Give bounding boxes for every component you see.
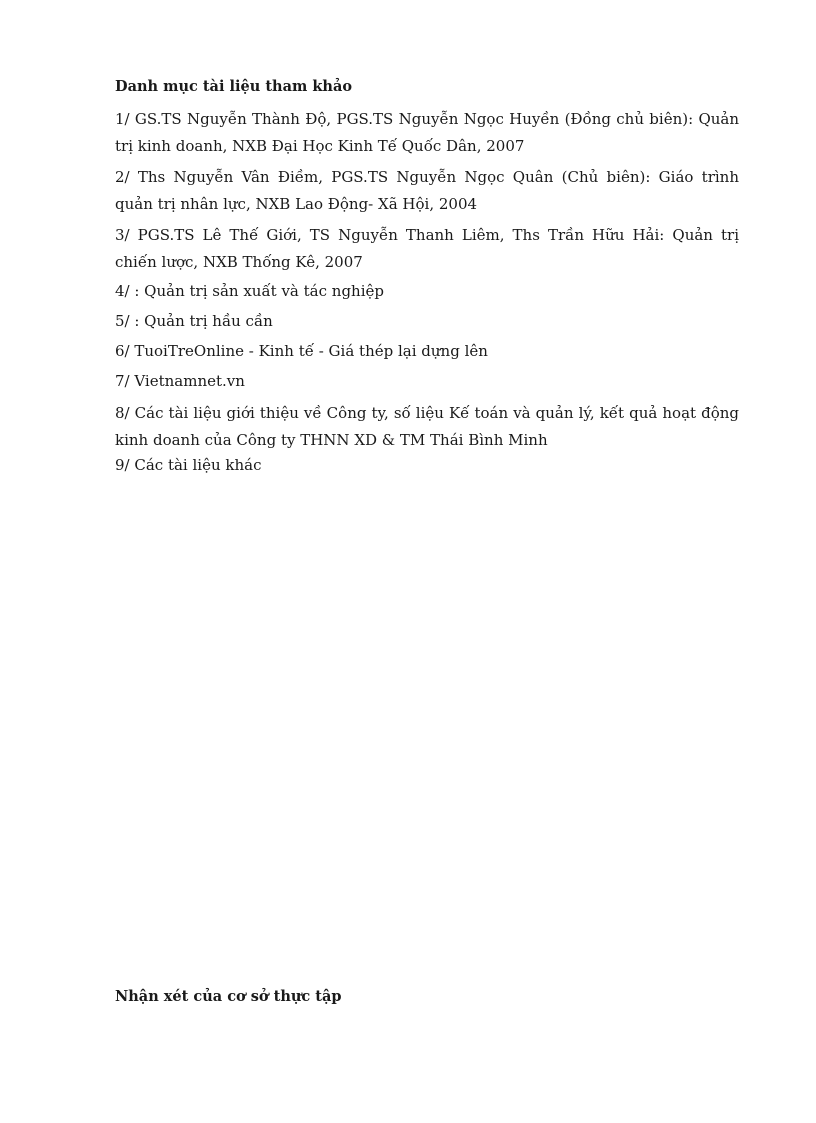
- references-heading: Danh mục tài liệu tham khảo: [115, 78, 353, 95]
- references-section: [115, 76, 739, 484]
- reference-item-1: 1/ GS.TS Nguyễn Thành Độ, PGS.TS Nguyễn Ngọc Huyền (Đồng chủ biên): Quản trị kinh doanh, NXB Đại Học Kinh Tế Quốc Dân, 2007: [115, 110, 739, 155]
- reference-item-7: 7/ Vietnamnet.vn: [115, 372, 245, 390]
- reference-item-4: 4/ : Quản trị sản xuất và tác nghiệp: [115, 282, 384, 300]
- internship-evaluation-heading: Nhận xét của cơ sở thực tập: [115, 988, 342, 1005]
- reference-item-3: 3/ PGS.TS Lê Thế Giới, TS Nguyễn Thanh Liêm, Ths Trần Hữu Hải: Quản trị chiến lược, NXB Thống Kê, 2007: [115, 226, 739, 271]
- reference-item-2: 2/ Ths Nguyễn Vân Điềm, PGS.TS Nguyễn Ngọc Quân (Chủ biên): Giáo trình quản trị nhân lực, NXB Lao Động- Xã Hội, 2004: [115, 168, 739, 213]
- reference-item-5: 5/ : Quản trị hầu cần: [115, 312, 273, 330]
- reference-item-9: 9/ Các tài liệu khác: [115, 456, 262, 474]
- reference-item-6: 6/ TuoiTreOnline - Kinh tế - Giá thép lại dựng lên: [115, 342, 488, 360]
- reference-item-8: 8/ Các tài liệu giới thiệu về Công ty, số liệu Kế toán và quản lý, kết quả hoạt động kinh doanh của Công ty THNN XD & TM Thái Bình Minh: [115, 404, 739, 449]
